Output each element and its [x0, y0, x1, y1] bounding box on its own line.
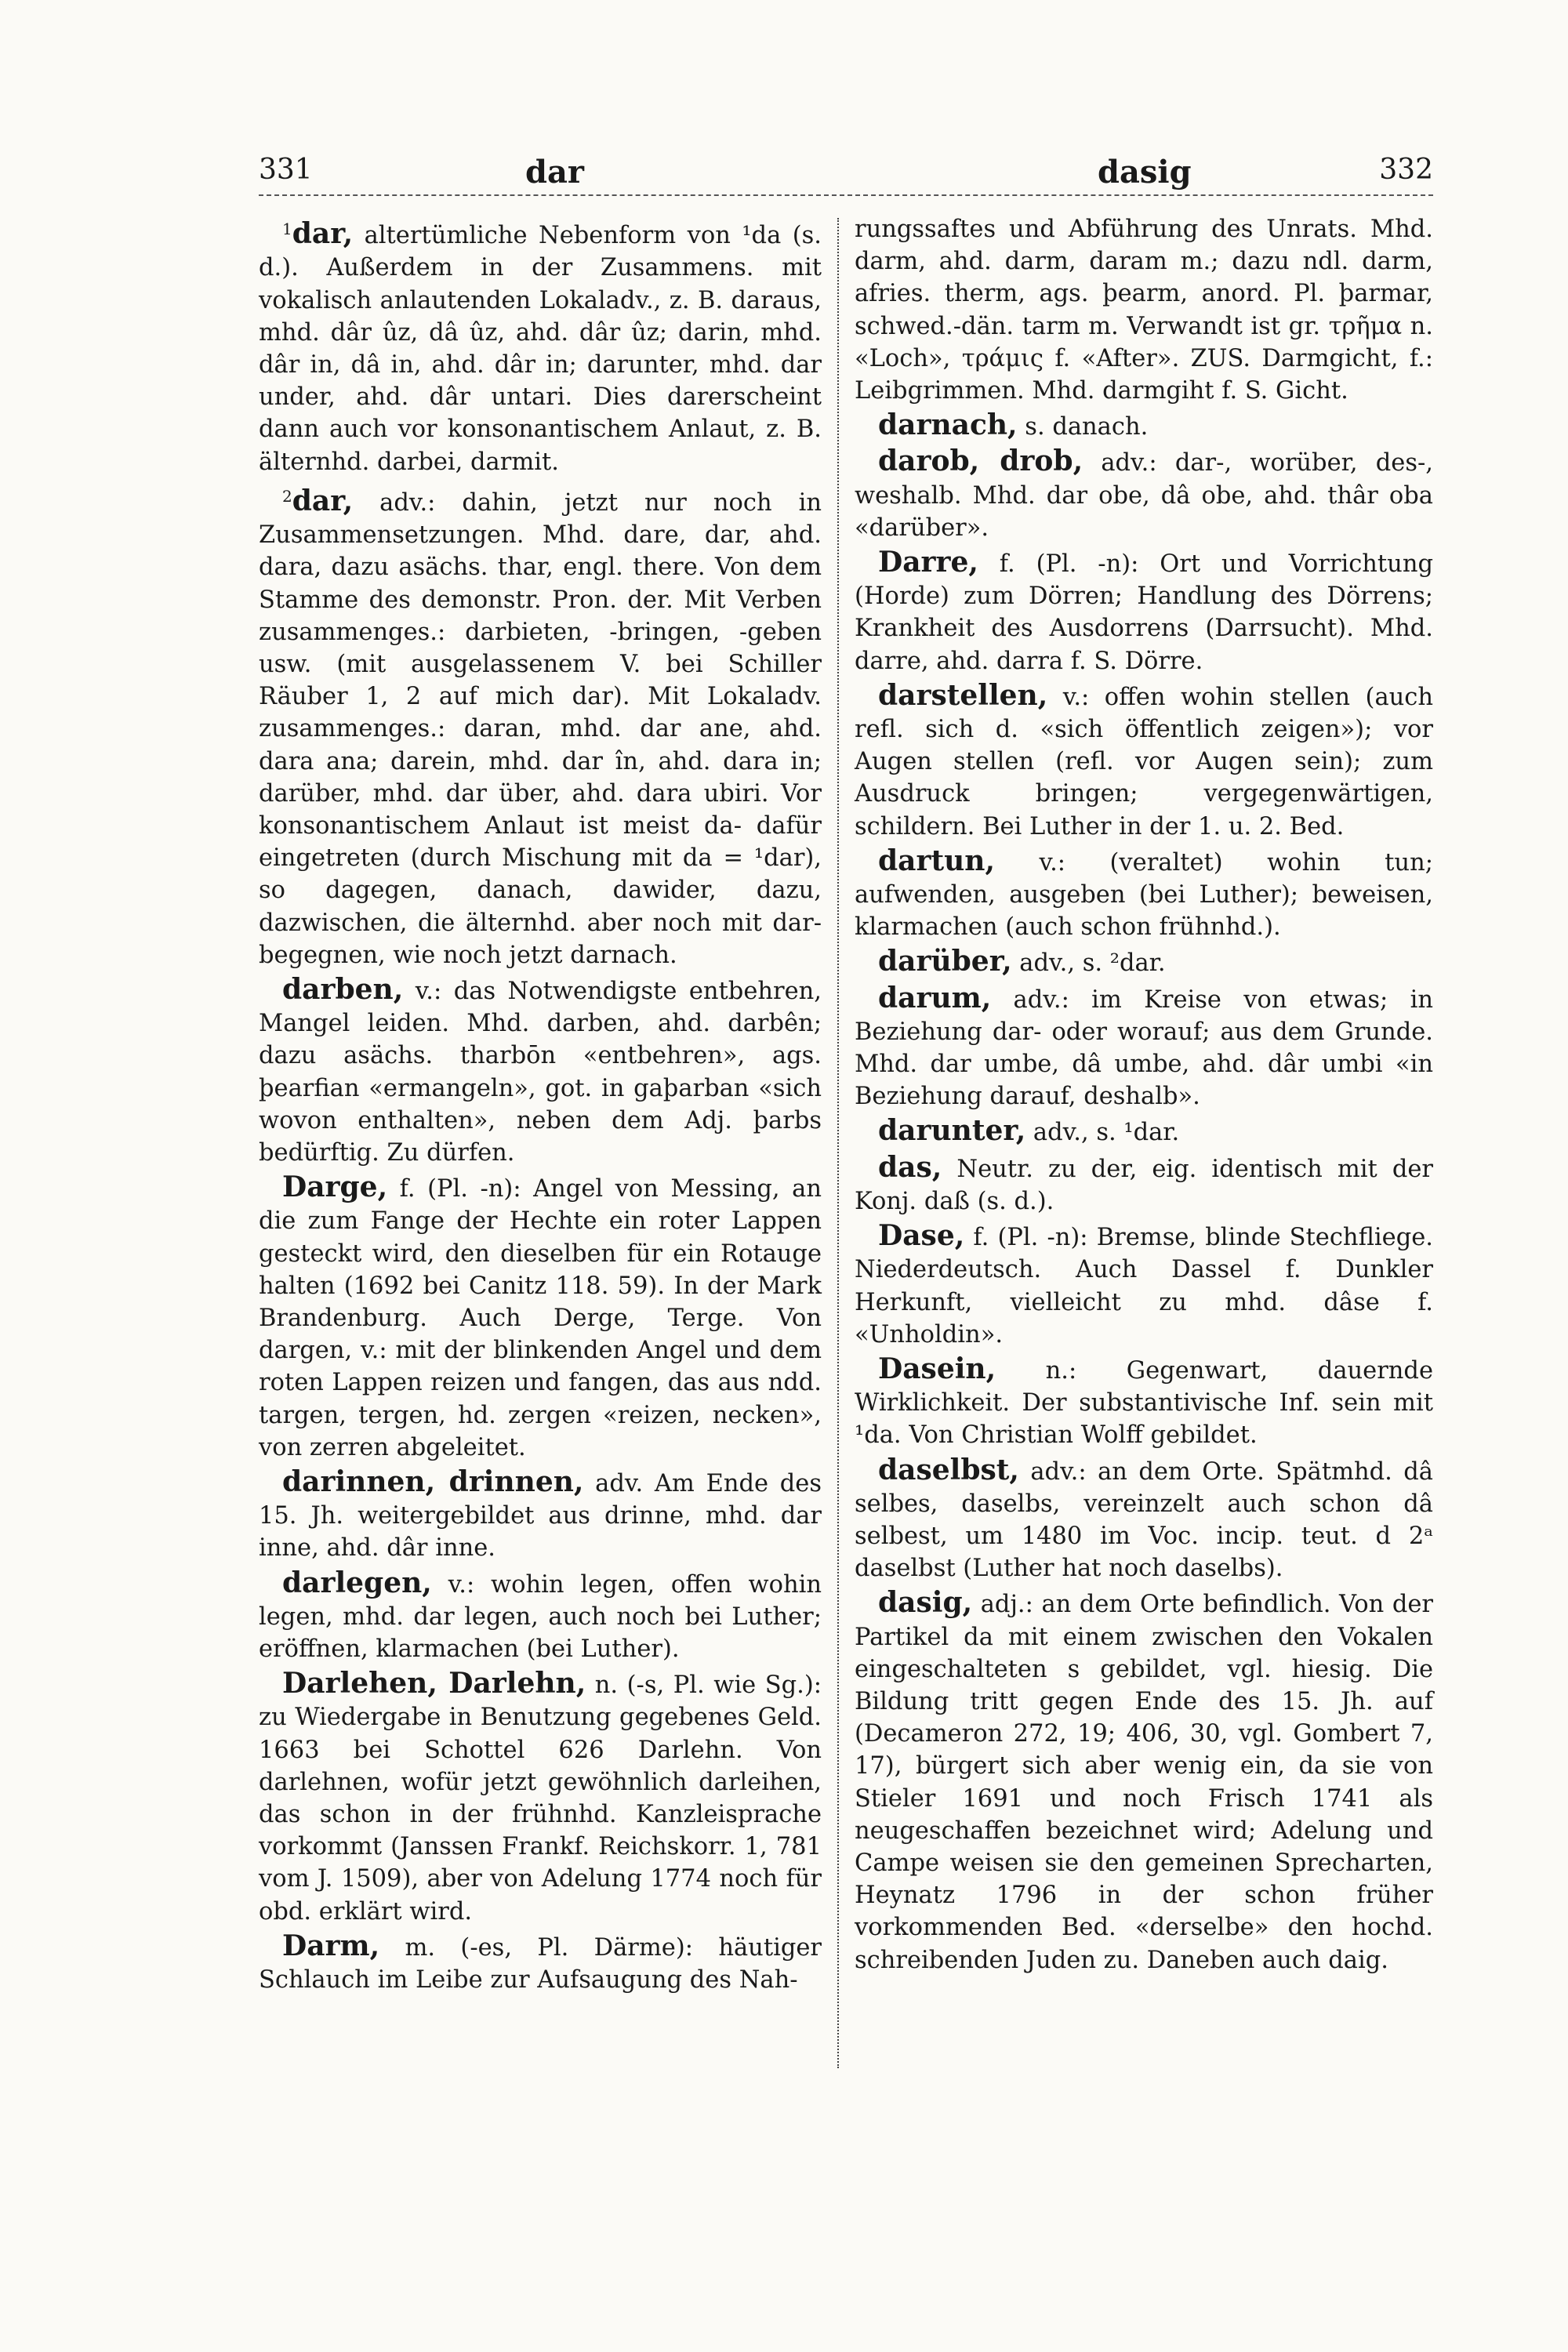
dictionary-entry [259, 213, 822, 478]
entry-text: adv. Am Ende des 15. Jh. weitergebildet aus drinne, mhd. dar inne, ahd. dâr inne. [259, 1470, 822, 1563]
entry-lemma: Darge, [282, 1171, 388, 1204]
dictionary-entry [259, 1466, 822, 1565]
dictionary-entry [855, 1152, 1433, 1218]
dictionary-entry [259, 1567, 822, 1666]
entry-text: adv.: an dem Orte. Spätmhd. dâ selbes, daselbs, vereinzelt auch schon dâ selbest, um 1480 im Voc. incip. teut. d 2ᵃ daselbst (Luther hat noch daselbs). [855, 1457, 1433, 1583]
entry-lemma: Darm, [282, 1929, 380, 1962]
entry-text: v.: (veraltet) wohin tun; aufwenden, ausgeben (bei Luther); beweisen, klarmachen (auch schon frühnhd.). [855, 848, 1433, 942]
dictionary-entry [855, 1353, 1433, 1452]
entry-text: v.: wohin legen, offen wohin legen, mhd. dar legen, auch noch bei Luther; eröffnen, klarmachen (bei Luther). [259, 1570, 822, 1664]
page-number-left: 331 [259, 154, 313, 186]
homonym-number: 1 [282, 220, 292, 238]
dictionary-entry [259, 1171, 822, 1464]
entry-text: n. (-s, Pl. wie Sg.): zu Wiedergabe in Benutzung gegebenes Geld. 1663 bei Schottel 626 Darlehn. Von darlehnen, wofür jetzt gewöhnlich darleihen, das schon in der frühnhd. Kanzleisprache vorkommt (Janssen Frankf. Reichskorr. 1, 781 vom J. 1509), aber von Adelung 1774 noch für obd. erklärt wird. [259, 1671, 822, 1926]
dictionary-entry [259, 974, 822, 1169]
entry-lemma: Darre, [878, 546, 978, 579]
entry-text: f. (Pl. -n): Ort und Vorrichtung (Horde) zum Dörren; Handlung des Dörrens; Krankheit des Ausdorrens (Darrsucht). Mhd. darre, ahd. darra f. S. Dörre. [855, 550, 1433, 675]
dictionary-entry [855, 213, 1433, 407]
entry-text: adv.: dahin, jetzt nur noch in Zusammensetzungen. Mhd. dare, dar, ahd. dara, dazu asächs. thar, engl. there. Von dem Stamme des demonstr. Pron. der. Mit Verben zusammenges.: darbieten, -bringen, -geben usw. (mit ausgelassenem V. bei Schiller Räuber 1, 2 auf mich dar). Mit Lokaladv. zusammenges.: daran, mhd. dar ane, ahd. dara ana; darein, mhd. dar în, ahd. dara in; darüber, mhd. dar über, ahd. dara ubiri. Vor konsonantischem Anlaut ist meist da- dafür eingetreten (durch Mischung mit da = ¹dar), so dagegen, danach, dawider, dazu, dazwischen, die älternhd. aber noch mit dar- begegnen, wie noch jetzt darnach. [259, 488, 822, 969]
running-headword-right: dasig [1098, 154, 1192, 191]
entry-lemma: darüber, [878, 945, 1012, 978]
dictionary-entry [855, 1454, 1433, 1585]
dictionary-entry [855, 845, 1433, 944]
entry-lemma: darben, [282, 972, 404, 1006]
entry-lemma: Dasein, [878, 1352, 996, 1385]
dictionary-entry [855, 680, 1433, 843]
entry-text: f. (Pl. -n): Bremse, blinde Stechfliege. Niederdeutsch. Auch Dassel f. Dunkler Herkunft, vielleicht zu mhd. dâse f. «Unholdin». [855, 1224, 1433, 1348]
entry-lemma: darum, [878, 981, 992, 1014]
dictionary-entry [259, 1668, 822, 1928]
entry-text: altertümliche Nebenform von ¹da (s. d.). Außerdem in der Zusammens. mit vokalisch anlautenden Lokaladv., z. B. daraus, mhd. dâr ûz, dâ ûz, ahd. dâr ûz; darin, mhd. dâr in, dâ in, ahd. dâr in; darunter, mhd. dar under, ahd. dâr untari. Dies darerscheint dann auch vor konsonantischem Anlaut, z. B. älternhd. darbei, darmit. [259, 222, 822, 476]
dictionary-entry [855, 946, 1433, 979]
dictionary-entry [259, 481, 822, 971]
entry-text: m. (-es, Pl. Därme): häutiger Schlauch im Leibe zur Aufsaugung des Nah- [259, 1933, 822, 1994]
entry-lemma: darob, drob, [878, 445, 1083, 478]
dictionary-entry [259, 1930, 822, 1996]
entry-lemma: Dase, [878, 1219, 965, 1253]
entry-text: adv., s. ¹dar. [1025, 1119, 1180, 1147]
entry-lemma: darinnen, drinnen, [282, 1465, 584, 1499]
entry-text: adv.: dar-, worüber, des-, weshalb. Mhd. dar obe, dâ obe, ahd. thâr oba «darüber». [855, 449, 1433, 542]
entry-lemma: dasig, [878, 1586, 973, 1620]
dictionary-entry [855, 546, 1433, 677]
entry-text: v.: offen wohin stellen (auch refl. sich d. «sich öffentlich zeigen»); vor Augen stellen (refl. vor Augen sein); zum Ausdruck bringen; vergegenwärtigen, schildern. Bei Luther in der 1. u. 2. Bed. [855, 683, 1433, 840]
page-header [259, 154, 1433, 196]
dictionary-entry [855, 1220, 1433, 1351]
entry-lemma: darstellen, [878, 678, 1048, 712]
entry-lemma: darunter, [878, 1114, 1026, 1148]
entry-text: Neutr. zu der, eig. identisch mit der Konj. daß (s. d.). [855, 1155, 1433, 1215]
entry-lemma: dartun, [878, 844, 995, 877]
left-column [259, 213, 822, 1998]
entry-lemma: Darlehen, Darlehn, [282, 1667, 586, 1700]
entry-lemma: das, [878, 1150, 942, 1184]
entry-text: adv.: im Kreise von etwas; in Beziehung dar- oder worauf; aus dem Grunde. Mhd. dar umbe, dâ umbe, ahd. dâr umbi «in Beziehung darauf, deshalb». [855, 985, 1433, 1111]
header-rule [259, 194, 1433, 196]
entry-text: v.: das Notwendigste entbehren, Mangel leiden. Mhd. darben, ahd. darbên; dazu asächs. tharbōn «entbehren», ags. þearfian «ermangeln», got. in gaþarban «sich wovon enthalten», neben dem Adj. þarbs bedürftig. Zu dürfen. [259, 977, 822, 1167]
running-headword-left: dar [525, 154, 584, 191]
entry-text: rungssaftes und Abführung des Unrats. Mhd. darm, ahd. darm, daram m.; dazu ndl. darm, afries. therm, ags. þearm, anord. Pl. þarmar, schwed.-dän. tarm m. Verwandt ist gr. τρῆμα n. «Loch», τράμις f. «After». ZUS. Darmgicht, f.: Leibgrimmen. Mhd. darmgiht f. S. Gicht. [855, 216, 1433, 405]
page-number-right: 332 [1379, 154, 1433, 186]
dictionary-entry [855, 445, 1433, 544]
dictionary-entry [855, 1115, 1433, 1149]
entry-text: f. (Pl. -n): Angel von Messing, an die zum Fange der Hechte ein roter Lappen gesteckt wird, den dieselben für ein Rotauge halten (1692 bei Canitz 118. 59). In der Mark Brandenburg. Auch Derge, Terge. Von dargen, v.: mit der blinkenden Angel und dem roten Lappen reizen und fangen, das aus ndd. targen, tergen, hd. zergen «reizen, necken», von zerren abgeleitet. [259, 1175, 822, 1461]
entry-lemma: darlegen, [282, 1566, 432, 1599]
entry-lemma: dar, [292, 217, 354, 251]
entry-lemma: daselbst, [878, 1453, 1019, 1486]
dictionary-entry [855, 1587, 1433, 1976]
entry-text: n.: Gegenwart, dauernde Wirklichkeit. Der substantivische Inf. sein mit ¹da. Von Christian Wolff gebildet. [855, 1356, 1433, 1450]
entry-text: adj.: an dem Orte befindlich. Von der Partikel da mit einem zwischen den Vokalen eingeschalteten s gebildet, vgl. hiesig. Die Bildung tritt gegen Ende des 15. Jh. auf (Decameron 272, 19; 406, 30, vgl. Gombert 7, 17), bürgert sich aber wenig ein, da sie von Stieler 1691 und noch Frisch 1741 als neugeschaffen bezeichnet wird; Adelung und Campe weisen sie den gemeinen Sprecharten, Heynatz 1796 in der schon früher vorkommenden Bed. «derselbe» den hochd. schreibenden Juden zu. Daneben auch daig. [855, 1591, 1433, 1974]
column-divider [837, 218, 839, 2068]
homonym-number: 2 [282, 486, 292, 506]
right-column [855, 213, 1433, 1979]
entry-lemma: dar, [292, 484, 354, 517]
entry-text: s. danach. [1017, 413, 1149, 441]
entry-lemma: darnach, [878, 408, 1018, 442]
dictionary-entry [855, 982, 1433, 1113]
dictionary-entry [855, 409, 1433, 443]
entry-text: adv., s. ²dar. [1011, 949, 1166, 978]
